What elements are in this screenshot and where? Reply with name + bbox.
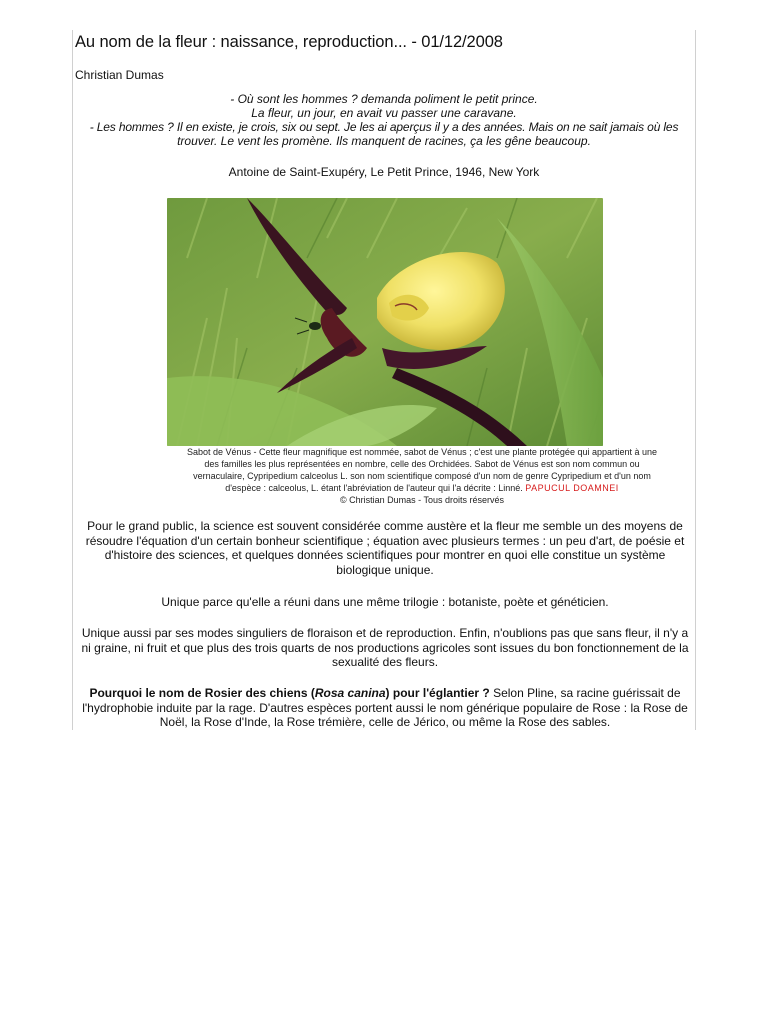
quote-line: trouver. Le vent les promène. Ils manquent de racines, ça les gêne beaucoup. — [177, 134, 591, 148]
caption-line — [147, 482, 697, 494]
paragraph-intro — [73, 519, 697, 577]
question-bold — [89, 686, 489, 700]
question-part: ) pour l'églantier ? — [385, 686, 490, 700]
article-title: Au nom de la fleur : naissance, reproduction... - 01/12/2008 — [75, 33, 503, 51]
paragraph-line: d'histoire des sciences, et quelques données scientifiques pour montrer en quoi elle constitue un système — [104, 548, 666, 562]
paragraph-line: résoudre l'équation d'un certain bonheur scientifique ; équation avec plusieurs termes : un peu d'art, de poésie et — [85, 533, 685, 548]
author-name: Christian Dumas — [75, 68, 164, 82]
species-name: Rosa canina — [314, 686, 386, 700]
epigraph-quote — [74, 92, 694, 148]
quote-line: La fleur, un jour, en avait vu passer une caravane. — [251, 106, 517, 120]
photo-caption — [147, 446, 697, 506]
paragraph-line — [73, 686, 697, 701]
paragraph-rosa-canina — [73, 686, 697, 730]
document-page — [72, 30, 696, 730]
caption-line-text: d'espèce : calceolus, L. étant l'abréviation de l'auteur qui l'a décrite : Linné. — [225, 483, 523, 493]
caption-line: Sabot de Vénus - Cette fleur magnifique est nommée, sabot de Vénus ; c'est une plante protégée qui appartient à une — [186, 447, 658, 457]
quote-line: - Où sont les hommes ? demanda poliment le petit prince. — [230, 92, 538, 106]
answer-text: Selon Pline, sa racine guérissait de — [489, 686, 681, 700]
paragraph-line: biologique unique. — [336, 562, 434, 577]
paragraph-line: sexualité des fleurs. — [331, 655, 439, 669]
paragraph-line: Pour le grand public, la science est souvent considérée comme austère et la fleur me semble un des moyens de — [87, 519, 683, 533]
paragraph-reproduction — [73, 626, 697, 670]
caption-romanian-name: PAPUCUL DOAMNEI — [525, 483, 619, 493]
lady-slipper-orchid-image — [167, 198, 603, 446]
paragraph-line: l'hydrophobie induite par la rage. D'autres espèces portent aussi le nom générique populaire de Rose : la Rose de — [82, 700, 688, 715]
paragraph-line: ni graine, ni fruit et que plus des trois quarts de nos productions agricoles sont issues du bon fonctionnement de la — [81, 640, 689, 655]
caption-line: vernaculaire, Cypripedium calceolus L. son nom scientifique composé d'un nom de genre Cypripedium et d'un nom — [193, 471, 651, 481]
caption-line: des familles les plus représentées en nombre, celle des Orchidées. Sabot de Vénus est son nom commun ou — [204, 459, 640, 469]
caption-copyright: © Christian Dumas - Tous droits réservés — [339, 495, 505, 505]
quote-line: - Les hommes ? Il en existe, je crois, six ou sept. Je les ai aperçus il y a des années. Mais on ne sait jamais où les — [89, 120, 679, 134]
question-part: Pourquoi le nom de Rosier des chiens ( — [89, 686, 315, 700]
paragraph-line: Noël, la Rose d'Inde, la Rose trémière, celle de Jérico, ou même la Rose des sables. — [159, 715, 611, 729]
paragraph-line: Unique aussi par ses modes singuliers de floraison et de reproduction. Enfin, n'oublions pas que sans fleur, il n'y a — [81, 626, 689, 640]
paragraph-trilogy: Unique parce qu'elle a réuni dans une même trilogie : botaniste, poète et généticien. — [161, 595, 609, 609]
quote-citation: Antoine de Saint-Exupéry, Le Petit Prince, 1946, New York — [228, 165, 540, 179]
orchid-photo — [167, 198, 603, 446]
